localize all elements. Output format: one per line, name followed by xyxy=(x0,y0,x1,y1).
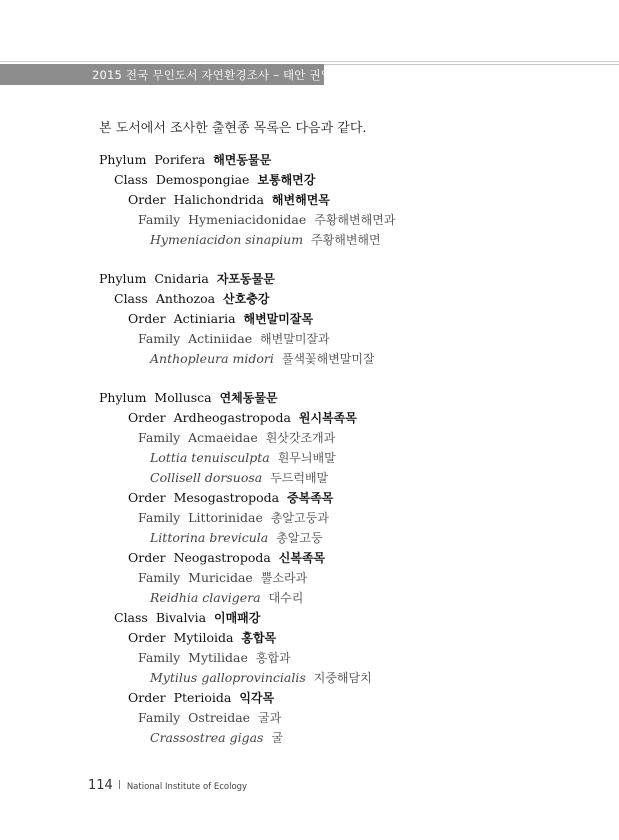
taxon-family xyxy=(138,212,395,228)
taxon-korean-name: 신복족목 xyxy=(278,551,326,565)
taxon-rank: Order xyxy=(128,311,166,326)
taxon-korean-name: 굴 xyxy=(271,731,283,745)
taxon-scientific-name: Muricidae xyxy=(188,570,253,585)
top-rule xyxy=(0,61,619,62)
taxon-scientific-name: Mesogastropoda xyxy=(173,490,280,505)
taxon-korean-name: 주황해변해면 xyxy=(311,233,381,247)
taxon-scientific-name: Mytilidae xyxy=(188,650,248,665)
taxon-korean-name: 흰삿갓조개과 xyxy=(265,431,336,445)
taxon-scientific-name: Mytilus galloprovincialis xyxy=(150,670,306,685)
taxon-species xyxy=(150,590,303,606)
taxon-rank: Order xyxy=(128,630,166,645)
taxon-korean-name: 지중해담치 xyxy=(313,671,372,685)
taxon-species xyxy=(150,530,323,546)
taxon-rank: Family xyxy=(138,212,181,227)
taxon-order xyxy=(128,311,313,327)
taxon-rank: Family xyxy=(138,510,181,525)
taxon-family xyxy=(138,430,335,446)
taxon-rank: Family xyxy=(138,331,181,346)
taxon-class xyxy=(114,291,269,307)
taxon-korean-name: 자포동물문 xyxy=(216,272,275,286)
taxon-family xyxy=(138,570,307,586)
taxon-scientific-name: Crassostrea gigas xyxy=(150,730,264,745)
taxon-scientific-name: Halichondrida xyxy=(173,192,264,207)
taxon-scientific-name: Collisell dorsuosa xyxy=(150,470,263,485)
taxon-korean-name: 뿔소라과 xyxy=(260,571,308,585)
taxon-korean-name: 풀색꽃해변말미잘 xyxy=(281,352,375,366)
taxon-korean-name: 홍합과 xyxy=(255,651,291,665)
taxon-rank: Family xyxy=(138,650,181,665)
taxon-rank: Order xyxy=(128,490,166,505)
taxon-korean-name: 해변말미잘목 xyxy=(243,312,314,326)
taxon-scientific-name: Ostreidae xyxy=(188,710,251,725)
taxon-scientific-name: Lottia tenuisculpta xyxy=(150,450,270,465)
taxon-scientific-name: Actiniidae xyxy=(188,331,253,346)
taxon-rank: Order xyxy=(128,192,166,207)
running-header-title: 2015 전국 무인도서 자연환경조사 – 태안 권역 xyxy=(92,68,333,82)
footer-separator xyxy=(119,780,120,789)
taxon-rank: Phylum xyxy=(99,152,147,167)
taxon-scientific-name: Hymeniacidonidae xyxy=(188,212,307,227)
taxon-rank: Class xyxy=(114,610,148,625)
taxon-scientific-name: Porifera xyxy=(154,152,206,167)
taxon-family xyxy=(138,331,330,347)
taxon-korean-name: 연체동물문 xyxy=(219,391,278,405)
taxon-scientific-name: Pterioida xyxy=(173,690,232,705)
taxon-scientific-name: Ardheogastropoda xyxy=(173,410,291,425)
taxon-species xyxy=(150,450,336,466)
institution-name: National Institute of Ecology xyxy=(126,782,248,792)
taxon-korean-name: 산호충강 xyxy=(223,292,270,306)
taxon-korean-name: 주황해변해면과 xyxy=(314,213,396,227)
taxon-order xyxy=(128,550,325,566)
taxon-korean-name: 해변말미잘과 xyxy=(260,332,330,346)
taxon-rank: Phylum xyxy=(99,390,147,405)
taxon-order xyxy=(128,192,330,208)
taxon-scientific-name: Reidhia clavigera xyxy=(150,590,261,605)
taxon-class xyxy=(114,610,260,626)
taxon-scientific-name: Anthozoa xyxy=(155,291,216,306)
taxon-species xyxy=(150,232,381,248)
taxon-species xyxy=(150,730,283,746)
taxon-rank: Family xyxy=(138,570,181,585)
page-number: 114 xyxy=(88,778,113,793)
taxon-species xyxy=(150,470,328,486)
taxon-rank: Class xyxy=(114,172,148,187)
taxon-class xyxy=(114,172,315,188)
taxon-species xyxy=(150,670,372,686)
taxon-rank: Family xyxy=(138,430,181,445)
taxon-order xyxy=(128,490,333,506)
taxon-scientific-name: Actiniaria xyxy=(173,311,236,326)
taxon-scientific-name: Anthopleura midori xyxy=(150,351,274,366)
taxon-scientific-name: Littorinidae xyxy=(188,510,263,525)
taxon-scientific-name: Cnidaria xyxy=(154,271,209,286)
taxon-phylum xyxy=(99,390,278,406)
taxon-rank: Order xyxy=(128,690,166,705)
taxon-korean-name: 굴과 xyxy=(258,711,282,725)
taxon-rank: Order xyxy=(128,410,166,425)
taxon-order xyxy=(128,630,276,646)
taxon-korean-name: 원시복족목 xyxy=(298,411,357,425)
taxon-korean-name: 해변해면목 xyxy=(271,193,330,207)
taxon-phylum xyxy=(99,271,275,287)
taxon-rank: Order xyxy=(128,550,166,565)
taxon-scientific-name: Neogastropoda xyxy=(173,550,271,565)
taxon-rank: Class xyxy=(114,291,148,306)
taxon-scientific-name: Acmaeidae xyxy=(188,430,258,445)
page-footer xyxy=(88,774,247,793)
taxon-korean-name: 보통해면강 xyxy=(257,173,316,187)
header-rule xyxy=(324,64,619,65)
taxon-species xyxy=(150,351,375,367)
taxon-scientific-name: Mytiloida xyxy=(173,630,234,645)
taxon-phylum xyxy=(99,152,271,168)
taxon-rank: Family xyxy=(138,710,181,725)
taxon-family xyxy=(138,510,329,526)
taxon-order xyxy=(128,690,274,706)
taxon-scientific-name: Demospongiae xyxy=(155,172,250,187)
taxon-scientific-name: Hymeniacidon sinapium xyxy=(150,232,304,247)
taxon-korean-name: 이매패강 xyxy=(213,611,261,625)
taxon-scientific-name: Mollusca xyxy=(154,390,212,405)
intro-sentence: 본 도서에서 조사한 출현종 목록은 다음과 같다. xyxy=(99,121,367,136)
taxon-korean-name: 두드럭배말 xyxy=(270,471,329,485)
taxon-korean-name: 해면동물문 xyxy=(213,153,272,167)
taxon-korean-name: 홍합목 xyxy=(241,631,277,645)
taxon-korean-name: 대수리 xyxy=(268,591,304,605)
taxon-korean-name: 중복족목 xyxy=(287,491,334,505)
taxon-korean-name: 총알고둥과 xyxy=(270,511,329,525)
taxon-scientific-name: Bivalvia xyxy=(155,610,207,625)
taxon-korean-name: 익각목 xyxy=(239,691,275,705)
taxon-family xyxy=(138,710,281,726)
taxon-scientific-name: Littorina brevicula xyxy=(150,530,269,545)
taxon-rank: Phylum xyxy=(99,271,147,286)
running-header xyxy=(0,64,333,85)
taxon-korean-name: 흰무늬배말 xyxy=(277,451,336,465)
taxon-order xyxy=(128,410,357,426)
taxon-family xyxy=(138,650,291,666)
taxon-korean-name: 총알고둥 xyxy=(276,531,323,545)
